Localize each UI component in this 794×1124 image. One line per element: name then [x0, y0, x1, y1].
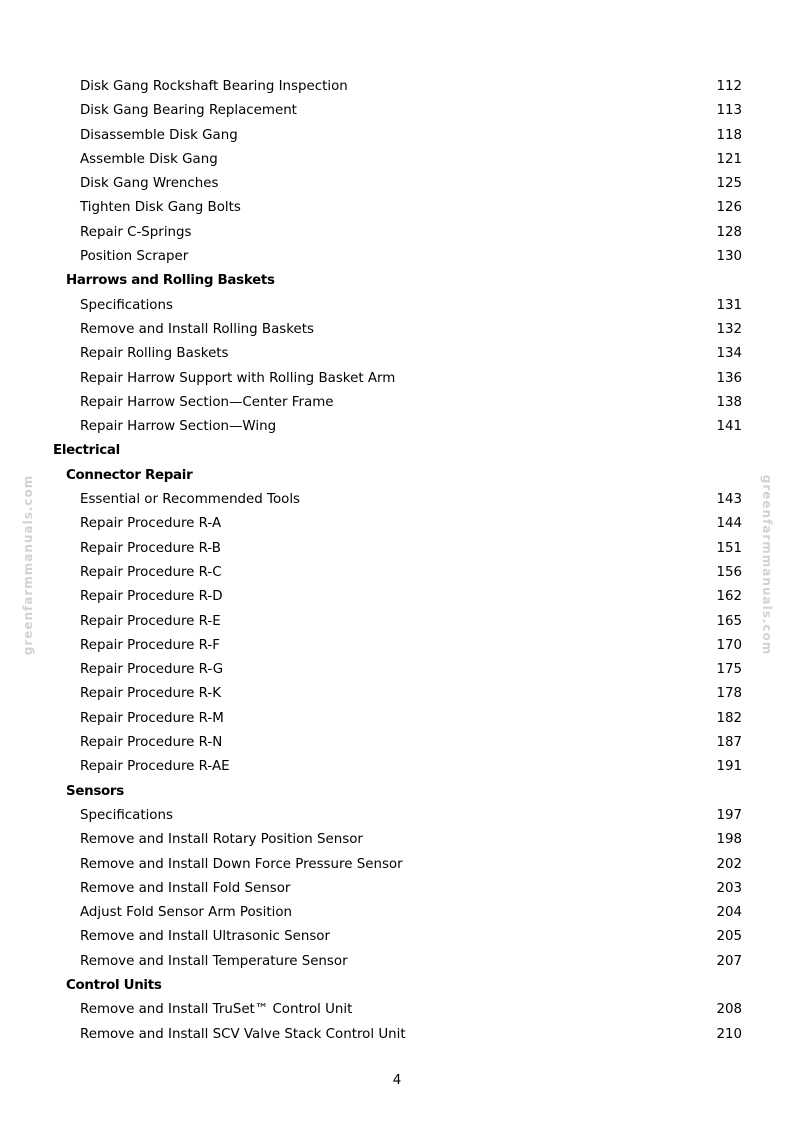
- toc-entry[interactable]: [0, 342, 794, 366]
- toc-entry-title: Connector Repair: [66, 467, 193, 483]
- toc-entry-title: Remove and Install Rotary Position Sensor: [80, 832, 363, 848]
- toc-entry[interactable]: [0, 537, 794, 561]
- toc-entry-title: Repair Procedure R-K: [80, 686, 222, 702]
- toc-entry[interactable]: [0, 755, 794, 779]
- toc-section-heading[interactable]: [0, 439, 794, 463]
- toc-entry-title: Adjust Fold Sensor Arm Position: [80, 905, 293, 921]
- toc-entry-title: Essential or Recommended Tools: [80, 492, 301, 508]
- toc-entry[interactable]: [0, 415, 794, 439]
- toc-entry[interactable]: [0, 853, 794, 877]
- toc-entry[interactable]: [0, 828, 794, 852]
- toc-entry[interactable]: [0, 877, 794, 901]
- toc-entry-page: 130: [716, 249, 742, 265]
- toc-entry-page: 132: [716, 321, 742, 337]
- toc-entry[interactable]: [0, 75, 794, 99]
- toc-entry-title: Remove and Install Temperature Sensor: [80, 953, 348, 969]
- toc-entry[interactable]: [0, 172, 794, 196]
- toc-section-heading[interactable]: [0, 269, 794, 293]
- toc-entry-title: Repair Procedure R-E: [80, 613, 221, 629]
- toc-entry-title: Repair Procedure R-C: [80, 564, 222, 580]
- toc-entry-title: Repair Procedure R-B: [80, 540, 221, 556]
- toc-entry-title: Sensors: [66, 783, 124, 799]
- toc-entry-title: Control Units: [66, 977, 162, 993]
- toc-entry[interactable]: [0, 391, 794, 415]
- toc-entry-page: 197: [716, 807, 742, 823]
- toc-entry-title: Repair Harrow Support with Rolling Basket Arm: [80, 370, 396, 386]
- toc-entry-page: 175: [716, 662, 742, 678]
- toc-entry[interactable]: [0, 731, 794, 755]
- toc-entry-page: 202: [716, 856, 742, 872]
- toc-entry[interactable]: [0, 925, 794, 949]
- toc-entry-page: 165: [716, 613, 742, 629]
- toc-section-heading[interactable]: [0, 780, 794, 804]
- toc-section-heading[interactable]: [0, 974, 794, 998]
- toc-entry-title: Remove and Install SCV Valve Stack Control Unit: [80, 1026, 406, 1042]
- toc-entry-page: 141: [716, 419, 742, 435]
- toc-entry-page: 204: [716, 905, 742, 921]
- toc-entry-page: 210: [716, 1026, 742, 1042]
- toc-entry-title: Specifications: [80, 297, 173, 313]
- toc-entry-title: Electrical: [53, 443, 120, 459]
- toc-entry-title: Disk Gang Rockshaft Bearing Inspection: [80, 79, 348, 94]
- toc-entry-title: Repair Procedure R-M: [80, 710, 224, 726]
- toc-entry-page: 136: [716, 370, 742, 386]
- toc-entry-page: 138: [716, 394, 742, 410]
- toc-entry[interactable]: [0, 488, 794, 512]
- toc-entry-title: Repair Procedure R-N: [80, 735, 223, 751]
- toc-entry[interactable]: [0, 561, 794, 585]
- table-of-contents: [0, 75, 794, 1047]
- toc-entry[interactable]: [0, 294, 794, 318]
- watermark-right: greenfarmmanuals.com: [760, 474, 774, 656]
- toc-entry-page: 182: [716, 710, 742, 726]
- toc-entry-page: 113: [716, 103, 742, 119]
- toc-entry-title: Disk Gang Wrenches: [80, 176, 219, 192]
- toc-entry[interactable]: [0, 1023, 794, 1047]
- toc-entry-page: 131: [716, 297, 742, 313]
- toc-entry-page: 112: [716, 79, 742, 94]
- toc-entry[interactable]: [0, 124, 794, 148]
- toc-entry[interactable]: [0, 707, 794, 731]
- toc-entry[interactable]: [0, 318, 794, 342]
- toc-entry-page: 178: [716, 686, 742, 702]
- toc-entry-page: 128: [716, 224, 742, 240]
- toc-entry[interactable]: [0, 99, 794, 123]
- toc-entry-title: Disk Gang Bearing Replacement: [80, 103, 297, 119]
- toc-entry-page: 156: [716, 564, 742, 580]
- toc-entry-page: 125: [716, 176, 742, 192]
- toc-entry-page: 143: [716, 492, 742, 508]
- toc-entry-page: 203: [716, 880, 742, 896]
- toc-entry-title: Repair Procedure R-F: [80, 637, 220, 653]
- toc-entry[interactable]: [0, 512, 794, 536]
- toc-entry[interactable]: [0, 610, 794, 634]
- toc-entry-page: 162: [716, 589, 742, 605]
- toc-entry[interactable]: [0, 804, 794, 828]
- toc-entry-page: 187: [716, 735, 742, 751]
- watermark-left: greenfarmmanuals.com: [21, 474, 35, 656]
- toc-entry-title: Tighten Disk Gang Bolts: [80, 200, 241, 216]
- toc-entry-title: Assemble Disk Gang: [80, 151, 218, 167]
- toc-entry-title: Repair Procedure R-AE: [80, 759, 230, 775]
- toc-entry-page: 134: [716, 346, 742, 362]
- toc-entry[interactable]: [0, 998, 794, 1022]
- toc-entry-title: Remove and Install TruSet™ Control Unit: [80, 1002, 353, 1018]
- toc-entry-title: Repair Rolling Baskets: [80, 346, 229, 362]
- toc-entry-page: 198: [716, 832, 742, 848]
- toc-entry-title: Repair Procedure R-A: [80, 516, 222, 532]
- toc-section-heading[interactable]: [0, 464, 794, 488]
- toc-entry-title: Position Scraper: [80, 249, 189, 265]
- toc-entry[interactable]: [0, 196, 794, 220]
- toc-entry-title: Repair Harrow Section—Wing: [80, 419, 277, 435]
- toc-entry-title: Repair Procedure R-G: [80, 662, 224, 678]
- toc-entry-page: 170: [716, 637, 742, 653]
- toc-entry-title: Remove and Install Fold Sensor: [80, 880, 291, 896]
- toc-entry-page: 144: [716, 516, 742, 532]
- toc-entry[interactable]: [0, 634, 794, 658]
- toc-entry-title: Repair Procedure R-D: [80, 589, 223, 605]
- toc-entry[interactable]: [0, 221, 794, 245]
- toc-entry[interactable]: [0, 367, 794, 391]
- toc-entry-title: Disassemble Disk Gang: [80, 127, 238, 143]
- toc-entry-title: Remove and Install Rolling Baskets: [80, 321, 315, 337]
- toc-entry-title: Remove and Install Ultrasonic Sensor: [80, 929, 330, 945]
- toc-entry[interactable]: [0, 245, 794, 269]
- toc-entry-page: 191: [716, 759, 742, 775]
- toc-entry-page: 207: [716, 953, 742, 969]
- toc-entry-title: Repair Harrow Section—Center Frame: [80, 394, 334, 410]
- toc-entry-page: 208: [716, 1002, 742, 1018]
- toc-entry[interactable]: [0, 950, 794, 974]
- toc-entry-page: 118: [716, 127, 742, 143]
- toc-entry-title: Remove and Install Down Force Pressure Sensor: [80, 856, 403, 872]
- toc-entry-page: 121: [716, 151, 742, 167]
- toc-entry[interactable]: [0, 585, 794, 609]
- toc-entry[interactable]: [0, 148, 794, 172]
- toc-entry-page: 151: [716, 540, 742, 556]
- toc-entry[interactable]: [0, 658, 794, 682]
- toc-entry[interactable]: [0, 901, 794, 925]
- page-number: 4: [392, 1073, 402, 1088]
- toc-entry-title: Harrows and Rolling Baskets: [66, 273, 275, 289]
- toc-entry-title: Repair C-Springs: [80, 224, 192, 240]
- toc-entry-title: Specifications: [80, 807, 173, 823]
- toc-entry-page: 126: [716, 200, 742, 216]
- toc-entry-page: 205: [716, 929, 742, 945]
- toc-entry[interactable]: [0, 682, 794, 706]
